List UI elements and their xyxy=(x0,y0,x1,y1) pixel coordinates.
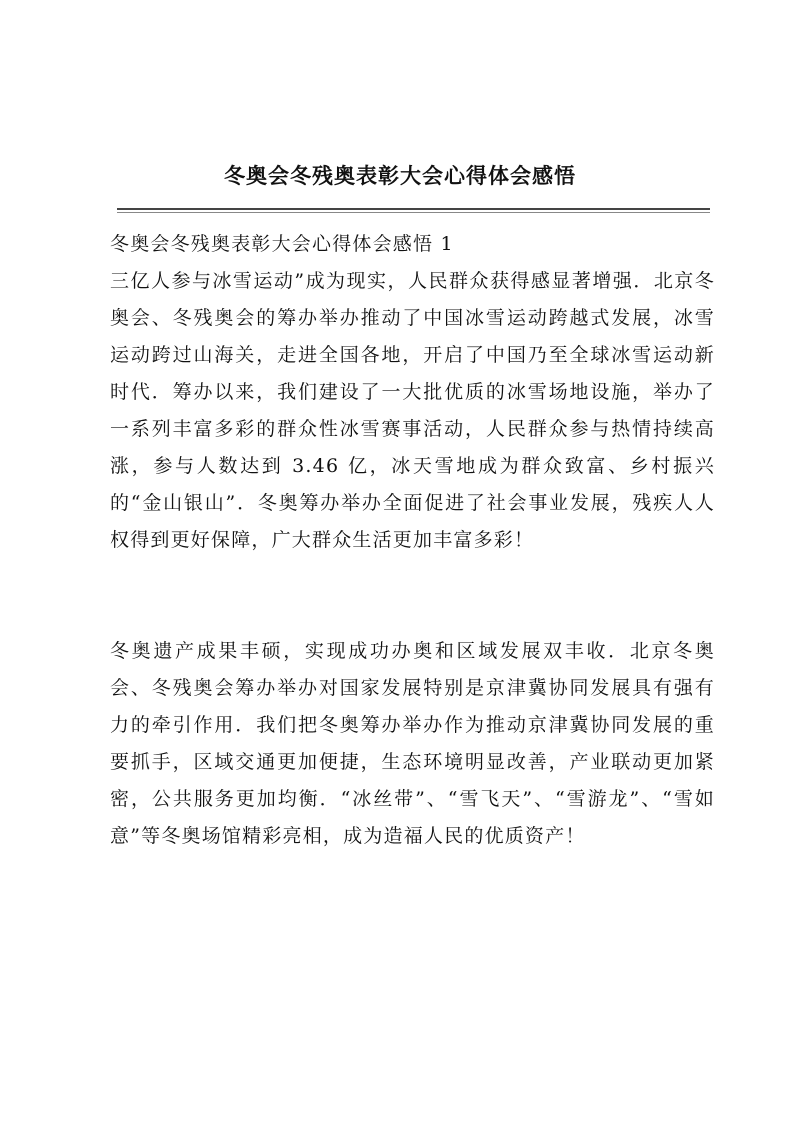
title-divider-thin xyxy=(117,212,710,213)
paragraph-2: 冬奥遗产成果丰硕，实现成功办奥和区域发展双丰收．北京冬奥会、冬残奥会筹办举办对国家发展特别是京津冀协同发展具有强有力的牵引作用．我们把冬奥筹办举办作为推动京津冀协同发展的重要抓手，区域交通更加便捷，生态环境明显改善，产业联动更加紧密，公共服务更加均衡．“冰丝带”、“雪飞天”、“雪游龙”、“雪如意”等冬奥场馆精彩亮相，成为造福人民的优质资产！ xyxy=(110,640,715,847)
paragraph-gap xyxy=(110,559,715,596)
paragraph-gap xyxy=(110,596,715,633)
document-body xyxy=(110,226,715,855)
document-title: 冬奥会冬残奥表彰大会心得体会感悟 xyxy=(224,163,576,188)
title-divider xyxy=(117,208,710,210)
paragraph-1: 三亿人参与冰雪运动”成为现实，人民群众获得感显著增强．北京冬奥会、冬残奥会的筹办举办推动了中国冰雪运动跨越式发展，冰雪运动跨过山海关，走进全国各地，开启了中国乃至全球冰雪运动新时代．筹办以来，我们建设了一大批优质的冰雪场地设施，举办了一系列丰富多彩的群众性冰雪赛事活动，人民群众参与热情持续高涨，参与人数达到 3.46 亿，冰天雪地成为群众致富、乡村振兴的“金山银山”．冬奥筹办举办全面促进了社会事业发展，残疾人人权得到更好保障，广大群众生活更加丰富多彩！ xyxy=(110,270,715,551)
section-heading: 冬奥会冬残奥表彰大会心得体会感悟 1 xyxy=(110,233,454,255)
